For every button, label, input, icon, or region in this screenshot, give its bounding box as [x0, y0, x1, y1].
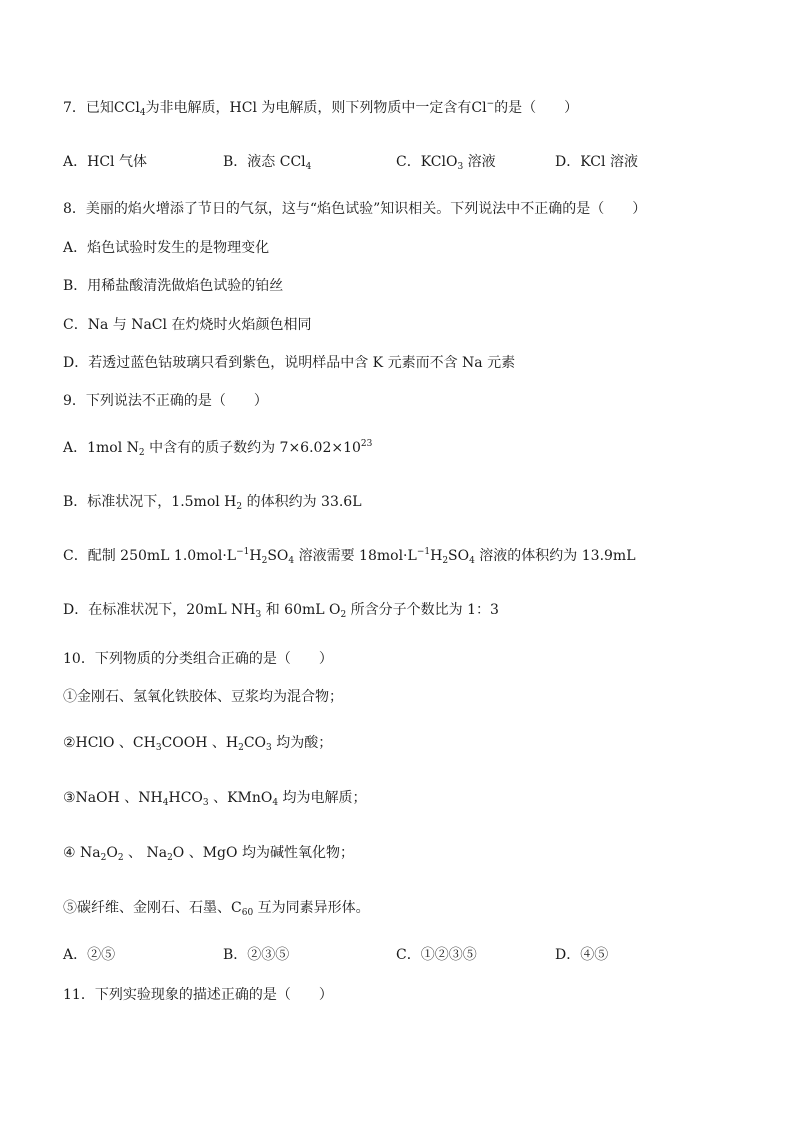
q10-s2-subscript: 3 — [155, 743, 162, 753]
q10-option-a: A．②⑤ — [63, 947, 116, 963]
q7-option-b-text: B．液态 CCl — [223, 154, 306, 170]
q9-d-text: 和 60mL O — [261, 602, 341, 618]
question-11-stem: 11．下列实验现象的描述正确的是（ ） — [63, 987, 333, 1003]
q7-option-d-text: D．KCl 溶液 — [555, 154, 638, 170]
q10-s4-text: O — [106, 845, 118, 861]
q9-option-d — [63, 600, 499, 620]
q7-option-c-text: C．KClO — [396, 154, 458, 170]
q10-s4-text: ④ Na — [63, 845, 101, 861]
q10-s3-text: HCO — [168, 790, 203, 806]
q10-s5-text: 互为同素异形体。 — [253, 900, 370, 916]
q10-s2-text: CO — [243, 735, 267, 751]
q9-c-text: 溶液的体积约为 13.9mL — [474, 548, 636, 564]
q9-a-subscript: 2 — [138, 448, 145, 458]
q10-s3-text: 均为电解质； — [278, 790, 367, 806]
q7-option-d — [555, 152, 638, 172]
q10-statement-3 — [63, 788, 367, 808]
q7-option-a — [63, 152, 147, 172]
q9-c-superscript: −1 — [236, 547, 250, 557]
question-10-stem: 10．下列物质的分类组合正确的是（ ） — [63, 651, 333, 667]
q7-superscript: − — [486, 99, 495, 109]
q10-s3-text: ③NaOH 、NH — [63, 790, 163, 806]
q9-b-subscript: 2 — [236, 502, 243, 512]
q7-subscript: 4 — [139, 108, 146, 118]
q9-c-superscript: −1 — [416, 547, 431, 557]
q10-statement-2 — [63, 733, 332, 753]
q7-option-c-text2: 溶液 — [463, 154, 496, 170]
q10-statement-5 — [63, 898, 370, 918]
q10-s4-text: O 、MgO 均为碱性氧化物； — [172, 845, 354, 861]
q9-b-text: B．标准状况下，1.5mol H — [63, 494, 237, 510]
q10-s4-text: 、 Na — [123, 845, 168, 861]
q9-c-subscript: 2 — [442, 556, 449, 566]
q7-option-c — [396, 152, 496, 172]
q9-c-subscript: 2 — [261, 556, 268, 566]
q10-s4-subscript: 2 — [100, 853, 107, 863]
q9-c-subscript: 4 — [469, 556, 475, 566]
q10-option-d: D．④⑤ — [555, 947, 609, 963]
q7-ion: Cl — [471, 100, 487, 116]
q9-d-subscript: 3 — [255, 610, 262, 620]
q9-c-text: 溶液需要 18mol·L — [294, 548, 417, 564]
q9-option-b — [63, 492, 362, 512]
q9-d-text: 所含分子个数比为 1：3 — [346, 602, 499, 618]
question-9-stem: 9．下列说法不正确的是（ ） — [63, 393, 268, 409]
q7-option-b-subscript: 4 — [305, 162, 312, 172]
q10-s3-subscript: 4 — [272, 798, 279, 808]
q10-s3-subscript: 4 — [162, 798, 169, 808]
q8-option-c: C．Na 与 NaCl 在灼烧时火焰颜色相同 — [63, 317, 312, 333]
q10-s3-text: 、KMnO — [208, 790, 273, 806]
q9-a-superscript: 23 — [360, 439, 373, 449]
q9-c-text: SO — [448, 548, 470, 564]
q10-s2-text: COOH 、H — [161, 735, 239, 751]
q9-option-a — [63, 438, 372, 458]
q7-formula: CCl — [113, 100, 140, 116]
q9-c-text: C．配制 250mL 1.0mol·L — [63, 548, 237, 564]
q7-option-b — [223, 152, 311, 172]
question-8-stem: 8．美丽的焰火增添了节日的气氛，这与“焰色试验”知识相关。下列说法中不正确的是（ ） — [63, 201, 647, 217]
question-7-stem — [63, 98, 578, 118]
q7-text: 的是（ ） — [494, 100, 579, 116]
q9-a-text: A．1mol N — [63, 440, 139, 456]
q10-s3-subscript: 3 — [202, 798, 209, 808]
q9-d-text: D．在标准状况下，20mL NH — [63, 602, 256, 618]
q10-s2-text: ②HClO 、CH — [63, 735, 156, 751]
q7-option-c-subscript: 3 — [457, 162, 464, 172]
q9-a-text2: 中含有的质子数约为 7×6.02×10 — [144, 440, 361, 456]
q9-c-text: SO — [267, 548, 289, 564]
q10-s2-text: 均为酸； — [271, 735, 333, 751]
q9-b-text2: 的体积约为 33.6L — [242, 494, 362, 510]
q10-s4-subscript: 2 — [167, 853, 173, 863]
q7-text: 为非电解质，HCl 为电解质，则下列物质中一定含有 — [145, 100, 472, 116]
q9-c-text: H — [249, 548, 262, 564]
q8-option-a: A．焰色试验时发生的是物理变化 — [63, 240, 270, 256]
q10-s2-subscript: 3 — [266, 743, 272, 753]
q10-option-b: B．②③⑤ — [223, 947, 290, 963]
q9-option-c — [63, 546, 636, 566]
q10-s5-subscript: 60 — [241, 908, 254, 918]
q9-c-subscript: 4 — [288, 556, 295, 566]
q9-c-text: H — [430, 548, 443, 564]
q8-option-d: D．若透过蓝色钴玻璃只看到紫色，说明样品中含 K 元素而不含 Na 元素 — [63, 355, 516, 371]
q10-option-c: C．①②③⑤ — [396, 947, 477, 963]
q10-s4-subscript: 2 — [117, 853, 124, 863]
q10-statement-1: ①金刚石、氢氧化铁胶体、豆浆均为混合物； — [63, 689, 343, 705]
q10-statement-4 — [63, 843, 354, 863]
q7-text: 7．已知 — [63, 100, 114, 116]
q10-s2-subscript: 2 — [238, 743, 244, 753]
q10-s5-text: ⑤碳纤维、金刚石、石墨、C — [63, 900, 242, 916]
q8-option-b: B．用稀盐酸清洗做焰色试验的铂丝 — [63, 278, 284, 294]
q7-option-a-text: A．HCl 气体 — [63, 154, 147, 170]
q9-d-subscript: 2 — [340, 610, 347, 620]
